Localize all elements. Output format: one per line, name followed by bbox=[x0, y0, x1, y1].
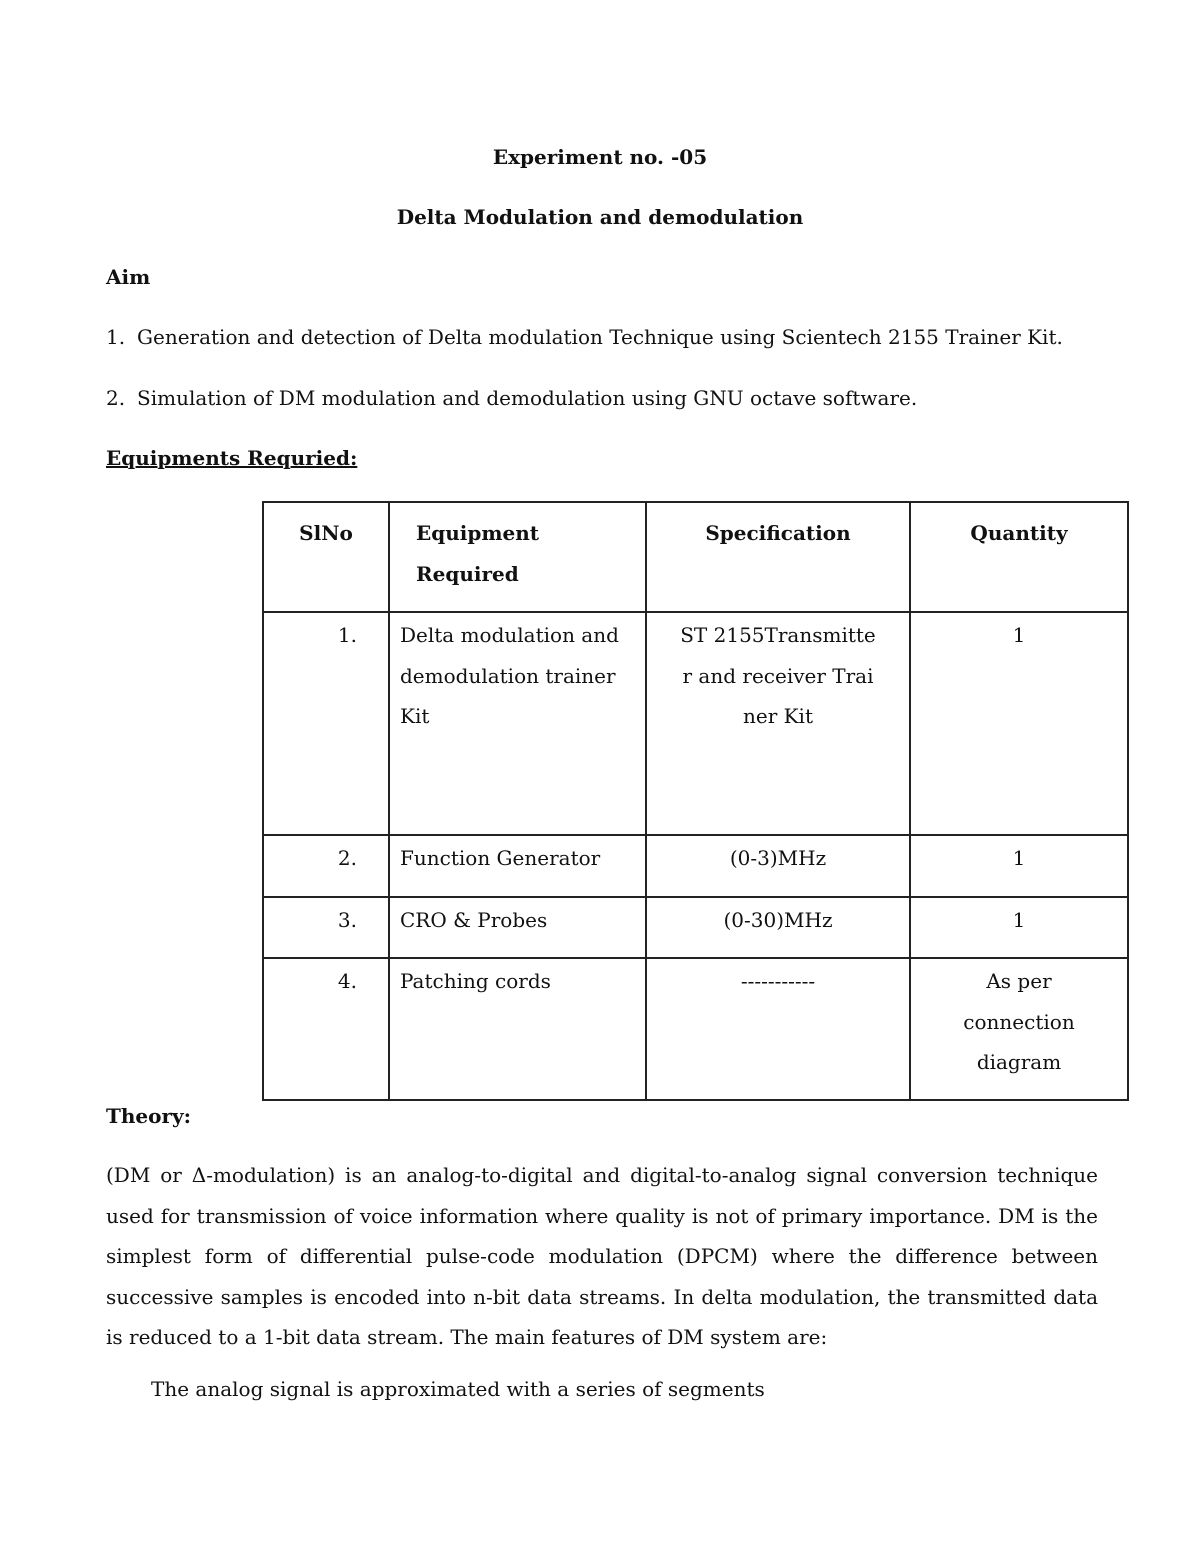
column-header-slno: SlNo bbox=[263, 502, 389, 612]
table-row bbox=[263, 612, 1128, 835]
equipment-table bbox=[262, 501, 1129, 1101]
column-header-specification: Specification bbox=[646, 502, 910, 612]
cell-equipment: Function Generator bbox=[389, 835, 646, 897]
column-header-quantity: Quantity bbox=[910, 502, 1128, 612]
cell-slno: 4. bbox=[263, 958, 389, 1100]
cell-slno: 2. bbox=[263, 835, 389, 897]
equipment-heading: Equipments Requried: bbox=[106, 446, 358, 470]
cell-equipment: CRO & Probes bbox=[389, 897, 646, 958]
aim-item-text: Generation and detection of Delta modulation Technique using Scientech 2155 Trainer Kit. bbox=[137, 325, 1063, 349]
cell-quantity: 1 bbox=[910, 897, 1128, 958]
cell-equipment: Patching cords bbox=[389, 958, 646, 1100]
column-header-equipment: Equipment Required bbox=[389, 502, 646, 612]
cell-quantity: 1 bbox=[910, 612, 1128, 835]
cell-specification: ST 2155Transmitter and receiver Trainer Kit bbox=[646, 612, 910, 835]
table-row bbox=[263, 897, 1128, 958]
cell-quantity: As per connection diagram bbox=[910, 958, 1128, 1100]
aim-heading: Aim bbox=[106, 265, 151, 289]
cell-slno: 1. bbox=[263, 612, 389, 835]
table-header-row bbox=[263, 502, 1128, 612]
aim-item-text: Simulation of DM modulation and demodulation using GNU octave software. bbox=[137, 386, 918, 410]
experiment-subtitle: Delta Modulation and demodulation bbox=[396, 205, 804, 229]
table-row bbox=[263, 958, 1128, 1100]
aim-item-2 bbox=[106, 386, 917, 410]
cell-equipment: Delta modulation and demodulation trainer Kit bbox=[389, 612, 646, 835]
theory-feature: The analog signal is approximated with a series of segments bbox=[151, 1377, 765, 1401]
theory-paragraph: (DM or Δ-modulation) is an analog-to-digital and digital-to-analog signal conversion technique used for transmission of voice information where quality is not of primary importance. DM is the simplest form of differential pulse-code modulation (DPCM) where the difference between successive samples is encoded into n-bit data streams. In delta modulation, the transmitted data is reduced to a 1-bit data stream. The main features of DM system are: bbox=[106, 1163, 1098, 1349]
cell-slno: 3. bbox=[263, 897, 389, 958]
experiment-title: Experiment no. -05 bbox=[492, 145, 708, 169]
cell-specification: (0-3)MHz bbox=[646, 835, 910, 897]
aim-item-number: 2. bbox=[106, 386, 126, 410]
table-row bbox=[263, 835, 1128, 897]
cell-specification: (0-30)MHz bbox=[646, 897, 910, 958]
aim-item-1 bbox=[106, 325, 1063, 349]
aim-item-number: 1. bbox=[106, 325, 126, 349]
theory-heading: Theory: bbox=[106, 1104, 192, 1128]
cell-quantity: 1 bbox=[910, 835, 1128, 897]
cell-specification: ----------- bbox=[646, 958, 910, 1100]
